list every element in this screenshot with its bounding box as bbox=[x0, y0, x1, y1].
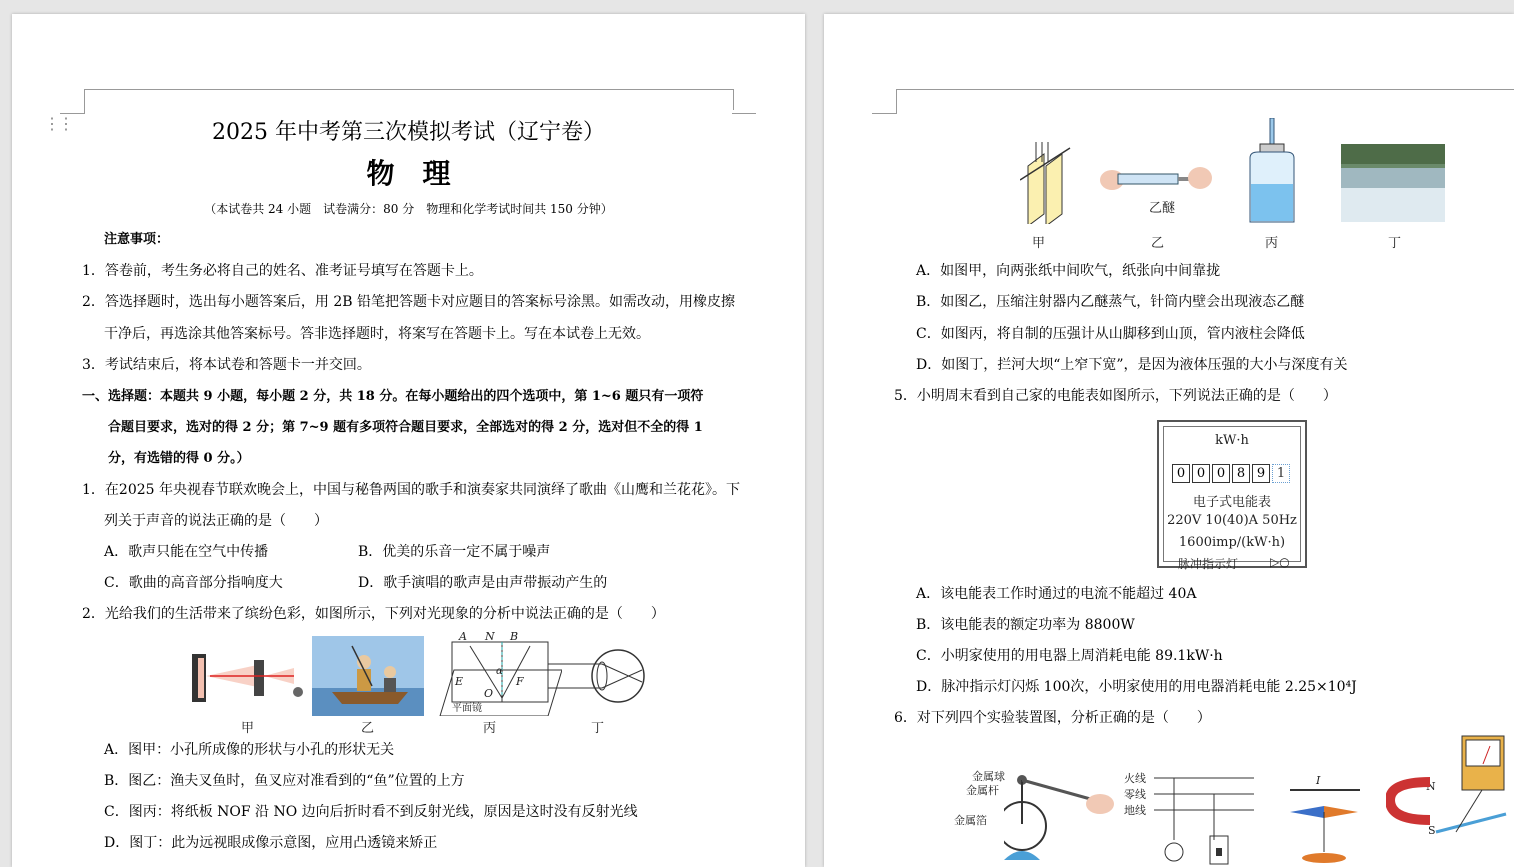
q5-option-c: C．小明家使用的用电器上周消耗电能 89.1kW·h bbox=[916, 648, 1223, 664]
crop-mark bbox=[60, 89, 85, 114]
page-right bbox=[824, 14, 1514, 867]
label-north-pole: N bbox=[1426, 780, 1436, 793]
meter-name: 电子式电能表 bbox=[1192, 495, 1271, 510]
figure-caption: 丙 bbox=[483, 721, 497, 736]
question-6-stem: 6．对下列四个实验装置图，分析正确的是（ ） bbox=[894, 710, 1211, 726]
meter-digit: 0 bbox=[1192, 464, 1210, 483]
figure-syringe bbox=[1098, 160, 1214, 200]
q2-option-c: C．图丙：将纸板 NOF 沿 NO 边向后折时看不到反射光线，原因是这时没有反射光线 bbox=[104, 804, 638, 820]
electricity-meter bbox=[1157, 420, 1307, 571]
figure-caption: 乙 bbox=[1151, 236, 1165, 251]
figure-caption: 丙 bbox=[1265, 236, 1279, 251]
meter-digits bbox=[1172, 464, 1290, 483]
figure-caption: 甲 bbox=[241, 721, 255, 736]
figure-caption: 丁 bbox=[591, 721, 605, 736]
figure-pinhole bbox=[190, 642, 310, 712]
pulse-indicator-icon: ▷○ bbox=[1270, 555, 1290, 569]
exam-info: （本试卷共 24 小题 试卷满分：80 分 物理和化学考试时间共 150 分钟） bbox=[204, 202, 613, 216]
q2-option-b: B．图乙：渔夫叉鱼时，鱼叉应对准看到的“鱼”位置的上方 bbox=[104, 773, 465, 789]
label-metal-ball: 金属球 bbox=[972, 770, 1005, 783]
q4-option-d: D．如图丁，拦河大坝“上窄下宽”，是因为液体压强的大小与深度有关 bbox=[916, 357, 1348, 373]
header-frame bbox=[896, 89, 1514, 110]
q5-option-a: A．该电能表工作时通过的电流不能超过 40A bbox=[916, 586, 1197, 602]
diagram-label: 平面镜 bbox=[452, 703, 482, 714]
figure-generator-experiment bbox=[1386, 734, 1512, 860]
diagram-label: A bbox=[459, 630, 467, 643]
q1-option-c: C．歌曲的高音部分指响度大 bbox=[104, 575, 283, 591]
label-current: I bbox=[1316, 774, 1321, 787]
meter-digit: 0 bbox=[1212, 464, 1230, 483]
label-south-pole: S bbox=[1428, 824, 1436, 837]
q4-option-b: B．如图乙，压缩注射器内乙醚蒸气，针筒内壁会出现液态乙醚 bbox=[916, 294, 1305, 310]
figure-paper-blow bbox=[1020, 140, 1080, 224]
section-heading: 分，有选错的得 0 分。） bbox=[108, 451, 250, 466]
q4-option-a: A．如图甲，向两张纸中间吹气，纸张向中间靠拢 bbox=[916, 263, 1221, 279]
meter-unit: kW·h bbox=[1215, 433, 1249, 448]
question-5-stem: 5．小明周末看到自己家的电能表如图所示，下列说法正确的是（ ） bbox=[894, 388, 1337, 404]
meter-digit-decimal: 1 bbox=[1272, 464, 1290, 483]
section-heading: 一、选择题：本题共 9 小题，每小题 2 分，共 18 分。在每小题给出的四个选项中，第 1~6 题只有一项符 bbox=[82, 389, 704, 404]
q1-option-a: A．歌声只能在空气中传播 bbox=[104, 544, 269, 560]
label-live-wire: 火线 bbox=[1124, 772, 1146, 785]
figure-dam bbox=[1341, 144, 1445, 222]
ether-label: 乙醚 bbox=[1149, 201, 1176, 216]
page-left bbox=[12, 14, 805, 867]
q2-option-d: D．图丁：此为远视眼成像示意图，应用凸透镜来矫正 bbox=[104, 835, 438, 851]
label-ground-wire: 地线 bbox=[1124, 804, 1146, 817]
diagram-label: E bbox=[455, 675, 464, 688]
notice-item: 3．考试结束后，将本试卷和答题卡一并交回。 bbox=[82, 357, 371, 373]
q1-option-d: D．歌手演唱的歌声是由声带振动产生的 bbox=[358, 575, 608, 591]
label-neutral-wire: 零线 bbox=[1124, 788, 1146, 801]
figure-fisherman bbox=[312, 636, 424, 716]
crop-mark bbox=[872, 89, 897, 114]
meter-panel bbox=[1163, 426, 1301, 571]
meter-constant: 1600imp/(kW·h) bbox=[1178, 535, 1286, 550]
question-1-stem: 列关于声音的说法正确的是（ ） bbox=[104, 513, 328, 529]
figure-compass-needle bbox=[1280, 780, 1366, 867]
q1-option-b: B．优美的乐音一定不属于噪声 bbox=[358, 544, 551, 560]
figure-barometer bbox=[1244, 118, 1300, 226]
q2-option-a: A．图甲：小孔所成像的形状与小孔的形状无关 bbox=[104, 742, 395, 758]
label-metal-rod: 金属杆 bbox=[966, 784, 999, 797]
exam-title: 2025 年中考第三次模拟考试（辽宁卷） bbox=[212, 120, 605, 145]
notice-heading: 注意事项： bbox=[104, 232, 170, 247]
meter-digit: 8 bbox=[1232, 464, 1250, 483]
figure-household-circuit bbox=[1154, 770, 1254, 867]
q4-option-c: C．如图丙，将自制的压强计从山脚移到山顶，管内液柱会降低 bbox=[916, 326, 1305, 342]
figure-caption: 乙 bbox=[361, 721, 375, 736]
q5-option-d: D．脉冲指示灯闪烁 100次，小明家使用的用电器消耗电能 2.25×10⁴J bbox=[916, 679, 1357, 695]
label-metal-foil: 金属箔 bbox=[954, 814, 987, 827]
meter-indicator: 脉冲指示灯 bbox=[1178, 557, 1239, 571]
diagram-label: B bbox=[510, 630, 519, 643]
meter-digit: 9 bbox=[1252, 464, 1270, 483]
meter-rating: 220V 10(40)A 50Hz bbox=[1167, 513, 1297, 528]
question-1-stem: 1．在2025 年央视春节联欢晚会上，中国与秘鲁两国的歌手和演奏家共同演绎了歌曲《山鹰和兰花花》。下 bbox=[82, 482, 740, 498]
figure-electroscope bbox=[1004, 764, 1134, 864]
q5-option-b: B．该电能表的额定功率为 8800W bbox=[916, 617, 1135, 633]
notice-item: 1．答卷前，考生务必将自己的姓名、准考证号填写在答题卡上。 bbox=[82, 263, 483, 279]
crop-mark bbox=[732, 89, 756, 114]
figure-caption: 丁 bbox=[1388, 236, 1402, 251]
section-heading: 合题目要求，选对的得 2 分；第 7~9 题有多项符合题目要求，全部选对的得 2 分，选对但不全的得 1 bbox=[108, 420, 703, 435]
diagram-label: F bbox=[516, 675, 524, 688]
figure-caption: 甲 bbox=[1032, 236, 1046, 251]
notice-item: 2．答选择题时，选出每小题答案后，用 2B 铅笔把答题卡对应题目的答案标号涂黑。如需改动，用橡皮擦 bbox=[82, 294, 736, 310]
drag-handle-icon[interactable]: ⋮⋮ bbox=[44, 114, 72, 133]
figure-eye bbox=[546, 646, 646, 706]
header-frame bbox=[84, 89, 734, 110]
diagram-label: N bbox=[485, 630, 495, 643]
subject-title: 物 理 bbox=[366, 157, 451, 190]
question-2-stem: 2．光给我们的生活带来了缤纷色彩，如图所示，下列对光现象的分析中说法正确的是（ ） bbox=[82, 606, 665, 622]
meter-digit: 0 bbox=[1172, 464, 1190, 483]
notice-item: 干净后，再选涂其他答案标号。答非选择题时，将案写在答题卡上。写在本试卷上无效。 bbox=[104, 326, 650, 342]
diagram-label: α bbox=[496, 666, 503, 677]
diagram-label: O bbox=[484, 687, 494, 700]
